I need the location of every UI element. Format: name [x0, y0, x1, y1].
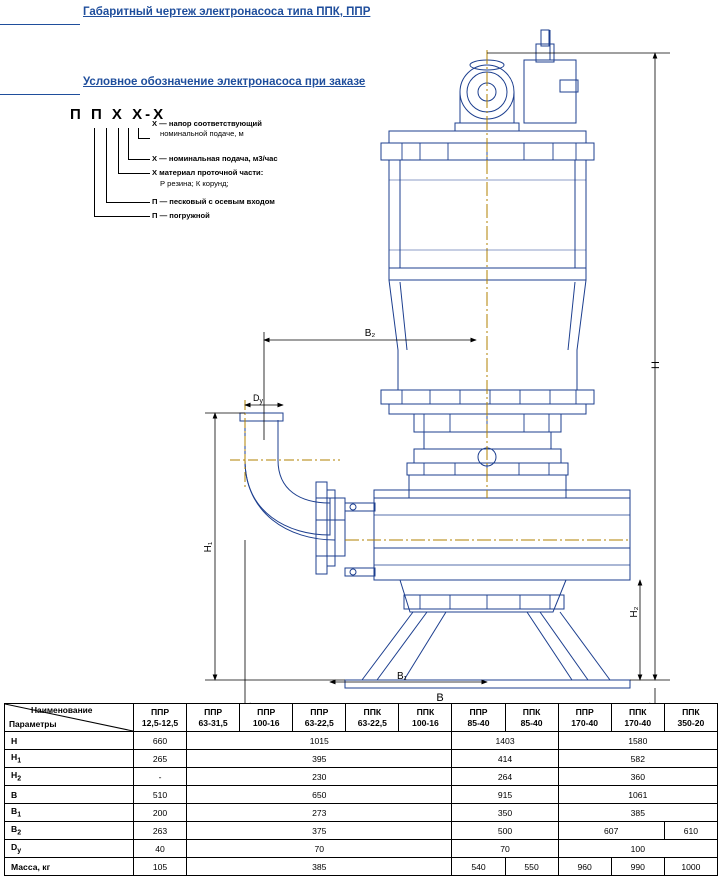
col-size-3: 63-22,5 — [304, 717, 334, 728]
designation-note-2: X — номинальная подача, м3/час — [152, 154, 278, 163]
col-type-3: ППР — [310, 706, 329, 717]
cell-r4-c3: 385 — [558, 804, 717, 822]
col-size-8: 170-40 — [571, 717, 599, 728]
col-head-1 — [187, 704, 240, 732]
row-param-6: $D_y$ — [5, 840, 134, 858]
designation-code: П П Х Х-Х — [70, 106, 167, 123]
svg-text:B₁: B₁ — [396, 671, 408, 682]
row-param-1: $H_1$ — [5, 750, 134, 768]
col-size-9: 170-40 — [624, 717, 652, 728]
col-size-10: 350-20 — [677, 717, 705, 728]
cell-r5-c2: 500 — [452, 822, 558, 840]
cell-r6-c3: 100 — [558, 840, 717, 858]
col-size-6: 85-40 — [467, 717, 490, 728]
col-type-1: ППР — [204, 706, 223, 717]
table-row — [5, 768, 718, 786]
cell-r6-c1: 70 — [187, 840, 452, 858]
corner-label-top: Наименование — [31, 705, 93, 715]
table-body — [5, 732, 718, 876]
col-head-5 — [399, 704, 452, 732]
table-row — [5, 804, 718, 822]
col-head-4 — [346, 704, 399, 732]
designation-note-4: Р резина; К корунд; — [160, 179, 229, 188]
cell-r3-c1: 650 — [187, 786, 452, 804]
row-param-0: H — [5, 732, 134, 750]
table-row — [5, 732, 718, 750]
cell-r0-c2: 1403 — [452, 732, 558, 750]
col-type-9: ППК — [628, 706, 647, 717]
cell-r1-c2: 414 — [452, 750, 558, 768]
cell-r4-c0: 200 — [134, 804, 187, 822]
cell-r5-c4: 610 — [664, 822, 717, 840]
col-head-10 — [664, 704, 717, 732]
cell-r6-c0: 40 — [134, 840, 187, 858]
parameters-table — [4, 703, 718, 876]
cell-r7-c3: 550 — [505, 858, 558, 876]
col-size-0: 12,5-12,5 — [141, 717, 179, 728]
col-type-5: ППК — [416, 706, 435, 717]
cell-r5-c1: 375 — [187, 822, 452, 840]
designation-note-1: номинальной подаче, м — [160, 129, 244, 138]
col-head-2 — [240, 704, 293, 732]
row-param-7: Масса, кг — [5, 858, 134, 876]
cell-r1-c1: 395 — [187, 750, 452, 768]
col-type-10: ППК — [682, 706, 700, 717]
title-link-drawing[interactable]: Габаритный чертеж электронасоса типа ППК, ППР — [83, 6, 371, 18]
table-row — [5, 840, 718, 858]
designation-note-3: X материал проточной части: — [152, 168, 264, 177]
col-head-8 — [558, 704, 611, 732]
cell-r1-c0: 265 — [134, 750, 187, 768]
col-size-5: 100-16 — [412, 717, 439, 728]
col-type-6: ППР — [469, 706, 488, 717]
svg-text:H₂: H₂ — [629, 606, 640, 618]
table-header-row — [5, 704, 718, 732]
cell-r5-c3: 607 — [558, 822, 664, 840]
cell-r4-c1: 273 — [187, 804, 452, 822]
col-type-7: ППК — [522, 706, 541, 717]
cell-r2-c0: - — [134, 768, 187, 786]
svg-text:Dy: $D_y$ — [253, 393, 263, 405]
row-param-5: $B_2$ — [5, 822, 134, 840]
col-type-2: ППР — [257, 706, 276, 717]
cell-r0-c3: 1580 — [558, 732, 717, 750]
pump-outline-drawing — [0, 20, 722, 710]
table-row — [5, 858, 718, 876]
row-param-2: $H_2$ — [5, 768, 134, 786]
row-param-4: $B_1$ — [5, 804, 134, 822]
table-row — [5, 786, 718, 804]
corner-label-bottom: Параметры — [9, 719, 57, 729]
title-link-designation[interactable]: Условное обозначение электронасоса при заказе — [83, 76, 366, 88]
table-corner-cell — [5, 704, 134, 732]
col-size-7: 85-40 — [520, 717, 543, 728]
cell-r3-c0: 510 — [134, 786, 187, 804]
row-param-3: B — [5, 786, 134, 804]
cell-r3-c2: 915 — [452, 786, 558, 804]
svg-text:B: B — [436, 692, 444, 704]
cell-r3-c3: 1061 — [558, 786, 717, 804]
cell-r7-c2: 540 — [452, 858, 505, 876]
table-row — [5, 750, 718, 768]
svg-text:H₁: H₁ — [203, 541, 214, 553]
cell-r4-c2: 350 — [452, 804, 558, 822]
cell-r2-c3: 360 — [558, 768, 717, 786]
col-size-1: 63-31,5 — [198, 717, 228, 728]
designation-note-5: П — песковый с осевым входом — [152, 197, 275, 206]
cell-r6-c2: 70 — [452, 840, 558, 858]
svg-text:H: H — [650, 361, 662, 369]
cell-r7-c4: 960 — [558, 858, 611, 876]
svg-text:B₂: B₂ — [364, 328, 376, 339]
col-head-0 — [134, 704, 187, 732]
cell-r7-c0: 105 — [134, 858, 187, 876]
cell-r0-c1: 1015 — [187, 732, 452, 750]
designation-note-0: X — напор соответствующий — [152, 119, 262, 128]
cell-r7-c5: 990 — [611, 858, 664, 876]
cell-r0-c0: 660 — [134, 732, 187, 750]
col-head-3 — [293, 704, 346, 732]
cell-r2-c1: 230 — [187, 768, 452, 786]
col-type-4: ППК — [363, 706, 382, 717]
table-row — [5, 822, 718, 840]
cell-r7-c1: 385 — [187, 858, 452, 876]
col-type-0: ППР — [150, 706, 170, 717]
col-head-6 — [452, 704, 505, 732]
col-size-2: 100-16 — [252, 717, 280, 728]
cell-r5-c0: 263 — [134, 822, 187, 840]
col-head-9 — [611, 704, 664, 732]
cell-r1-c3: 582 — [558, 750, 717, 768]
designation-note-6: П — погружной — [152, 211, 210, 220]
cell-r7-c6: 1000 — [664, 858, 717, 876]
col-size-4: 63-22,5 — [357, 717, 387, 728]
col-type-8: ППР — [575, 706, 594, 717]
col-head-7 — [505, 704, 558, 732]
cell-r2-c2: 264 — [452, 768, 558, 786]
